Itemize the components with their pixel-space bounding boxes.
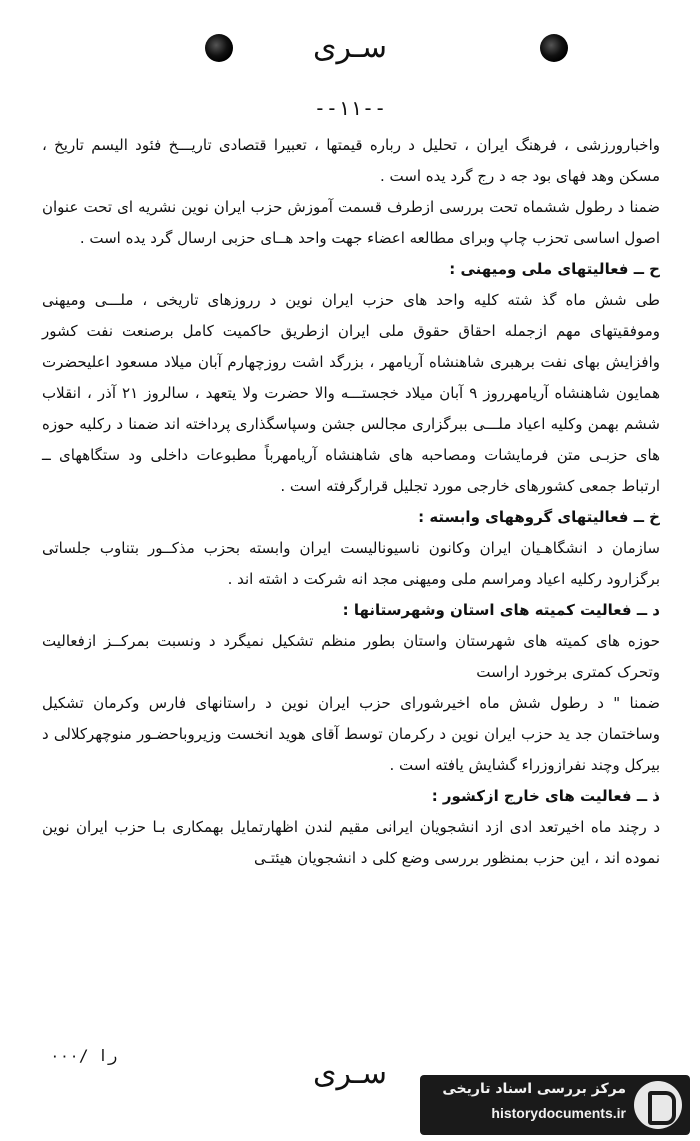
page-number: --۱۱-- bbox=[313, 96, 387, 120]
body-paragraph: ضمنا د رطول ششماه تحت بررسی ازطرف قسمت آموزش حزب ایران نوین نشریه ای تحت عنوان اصول اساسی تحزب چاپ وبرای مطالعه اعضاء جهت واحد هــای حزبی ارسال گرد یده است . bbox=[42, 198, 660, 247]
document-header bbox=[0, 28, 700, 68]
archive-url: historydocuments.ir bbox=[491, 1105, 626, 1121]
continuation-marker: را /۰۰۰ bbox=[50, 1046, 118, 1065]
body-paragraph: واخبارورزشی ، فرهنگ ایران ، تحلیل د رباره قیمتها ، تعبیرا قتصادی تاریـــخ فئود الیسم تاریخ ، مسکن وهد فهای بود جه د رج گرد یده است . bbox=[42, 136, 660, 185]
archive-logo-icon bbox=[634, 1081, 682, 1129]
archive-title: مرکز بررسی اسناد تاریخی bbox=[442, 1081, 626, 1097]
classification-label-top: سـری bbox=[313, 30, 387, 65]
document-body bbox=[42, 130, 660, 874]
classification-label-bottom: سـری bbox=[313, 1056, 387, 1091]
black-dot-icon bbox=[205, 34, 233, 62]
section-heading: د ــ فعالیت کمیته های استان وشهرستانها : bbox=[342, 601, 660, 619]
body-paragraph: حوزه های کمیته های شهرستان واستان بطور منظم تشکیل نمیگرد د ونسبت بمرکــز ازفعالیت وتحرک کمتری برخورد اراست bbox=[42, 632, 660, 681]
body-paragraph: د رچند ماه اخیرتعد ادی ازد انشجویان ایرانی مقیم لندن اظهارتمایل بهمکاری بـا حزب ایران نوین نموده اند ، این حزب بمنظور بررسی وضع کلی د انشجویان هیئتـی bbox=[42, 818, 660, 867]
body-paragraph: ضمنا " د رطول شش ماه اخیرشورای حزب ایران نوین د راستانهای فارس وکرمان تشکیل وساختمان جد ید حزب ایران نوین د رکرمان توسط آقای هوید انخست وزیروباحضـور منوچهرکلالی د بیرکل وچند نفرازوزراء گشایش یافته است . bbox=[42, 694, 660, 774]
body-paragraph: سازمان د انشگاهـیان ایران وکانون ناسیونالیست ایران وابسته بحزب مذکــور بتناوب جلساتی برگزارود رکلیه اعیاد ومراسم ملی ومیهنی مجد انه شرکت د اشته اند . bbox=[42, 539, 660, 588]
body-paragraph: طی شش ماه گذ شته کلیه واحد های حزب ایران نوین د رروزهای تاریخی ، ملـــی ومیهنی وموفقیتهای مهم ازجمله احقاق حقوق ملی ایران ازطریق حاکمیت کامل برصنعت نفت کشور وافزایش بهای نفت برهبری شاهنشاه آریامهر ، بزرگد اشت روزچهارم آبان میلاد مسعود اعلیحضرت همایون شاهنشاه آریامهرروز ۹ آبان میلاد خجستـــه والا حضرت ولا یتعهد ، سالروز ۲۱ آذر ، انقلاب ششم بهمن وکلیه اعیاد ملـــی ببرگزاری مجالس جشن وسپاسگذاری پرداخته اند ضمنا د رکلیه حوزه های حزبـی متن فرمایشات ومصاحبه های شاهنشاه آریامهرباً مطبوعات داخلی ود ستگاههای ــ ارتباط جمعی کشورهای خارجی مورد تجلیل قرارگرفته است . bbox=[42, 291, 660, 495]
archive-watermark bbox=[420, 1075, 690, 1135]
section-heading: ح ــ فعالیتهای ملی ومیهنی : bbox=[449, 260, 660, 278]
section-heading: ذ ــ فعالیت های خارج ازکشور : bbox=[431, 787, 660, 805]
section-heading: خ ــ فعالیتهای گروههای وابسته : bbox=[418, 508, 660, 526]
black-dot-icon bbox=[540, 34, 568, 62]
